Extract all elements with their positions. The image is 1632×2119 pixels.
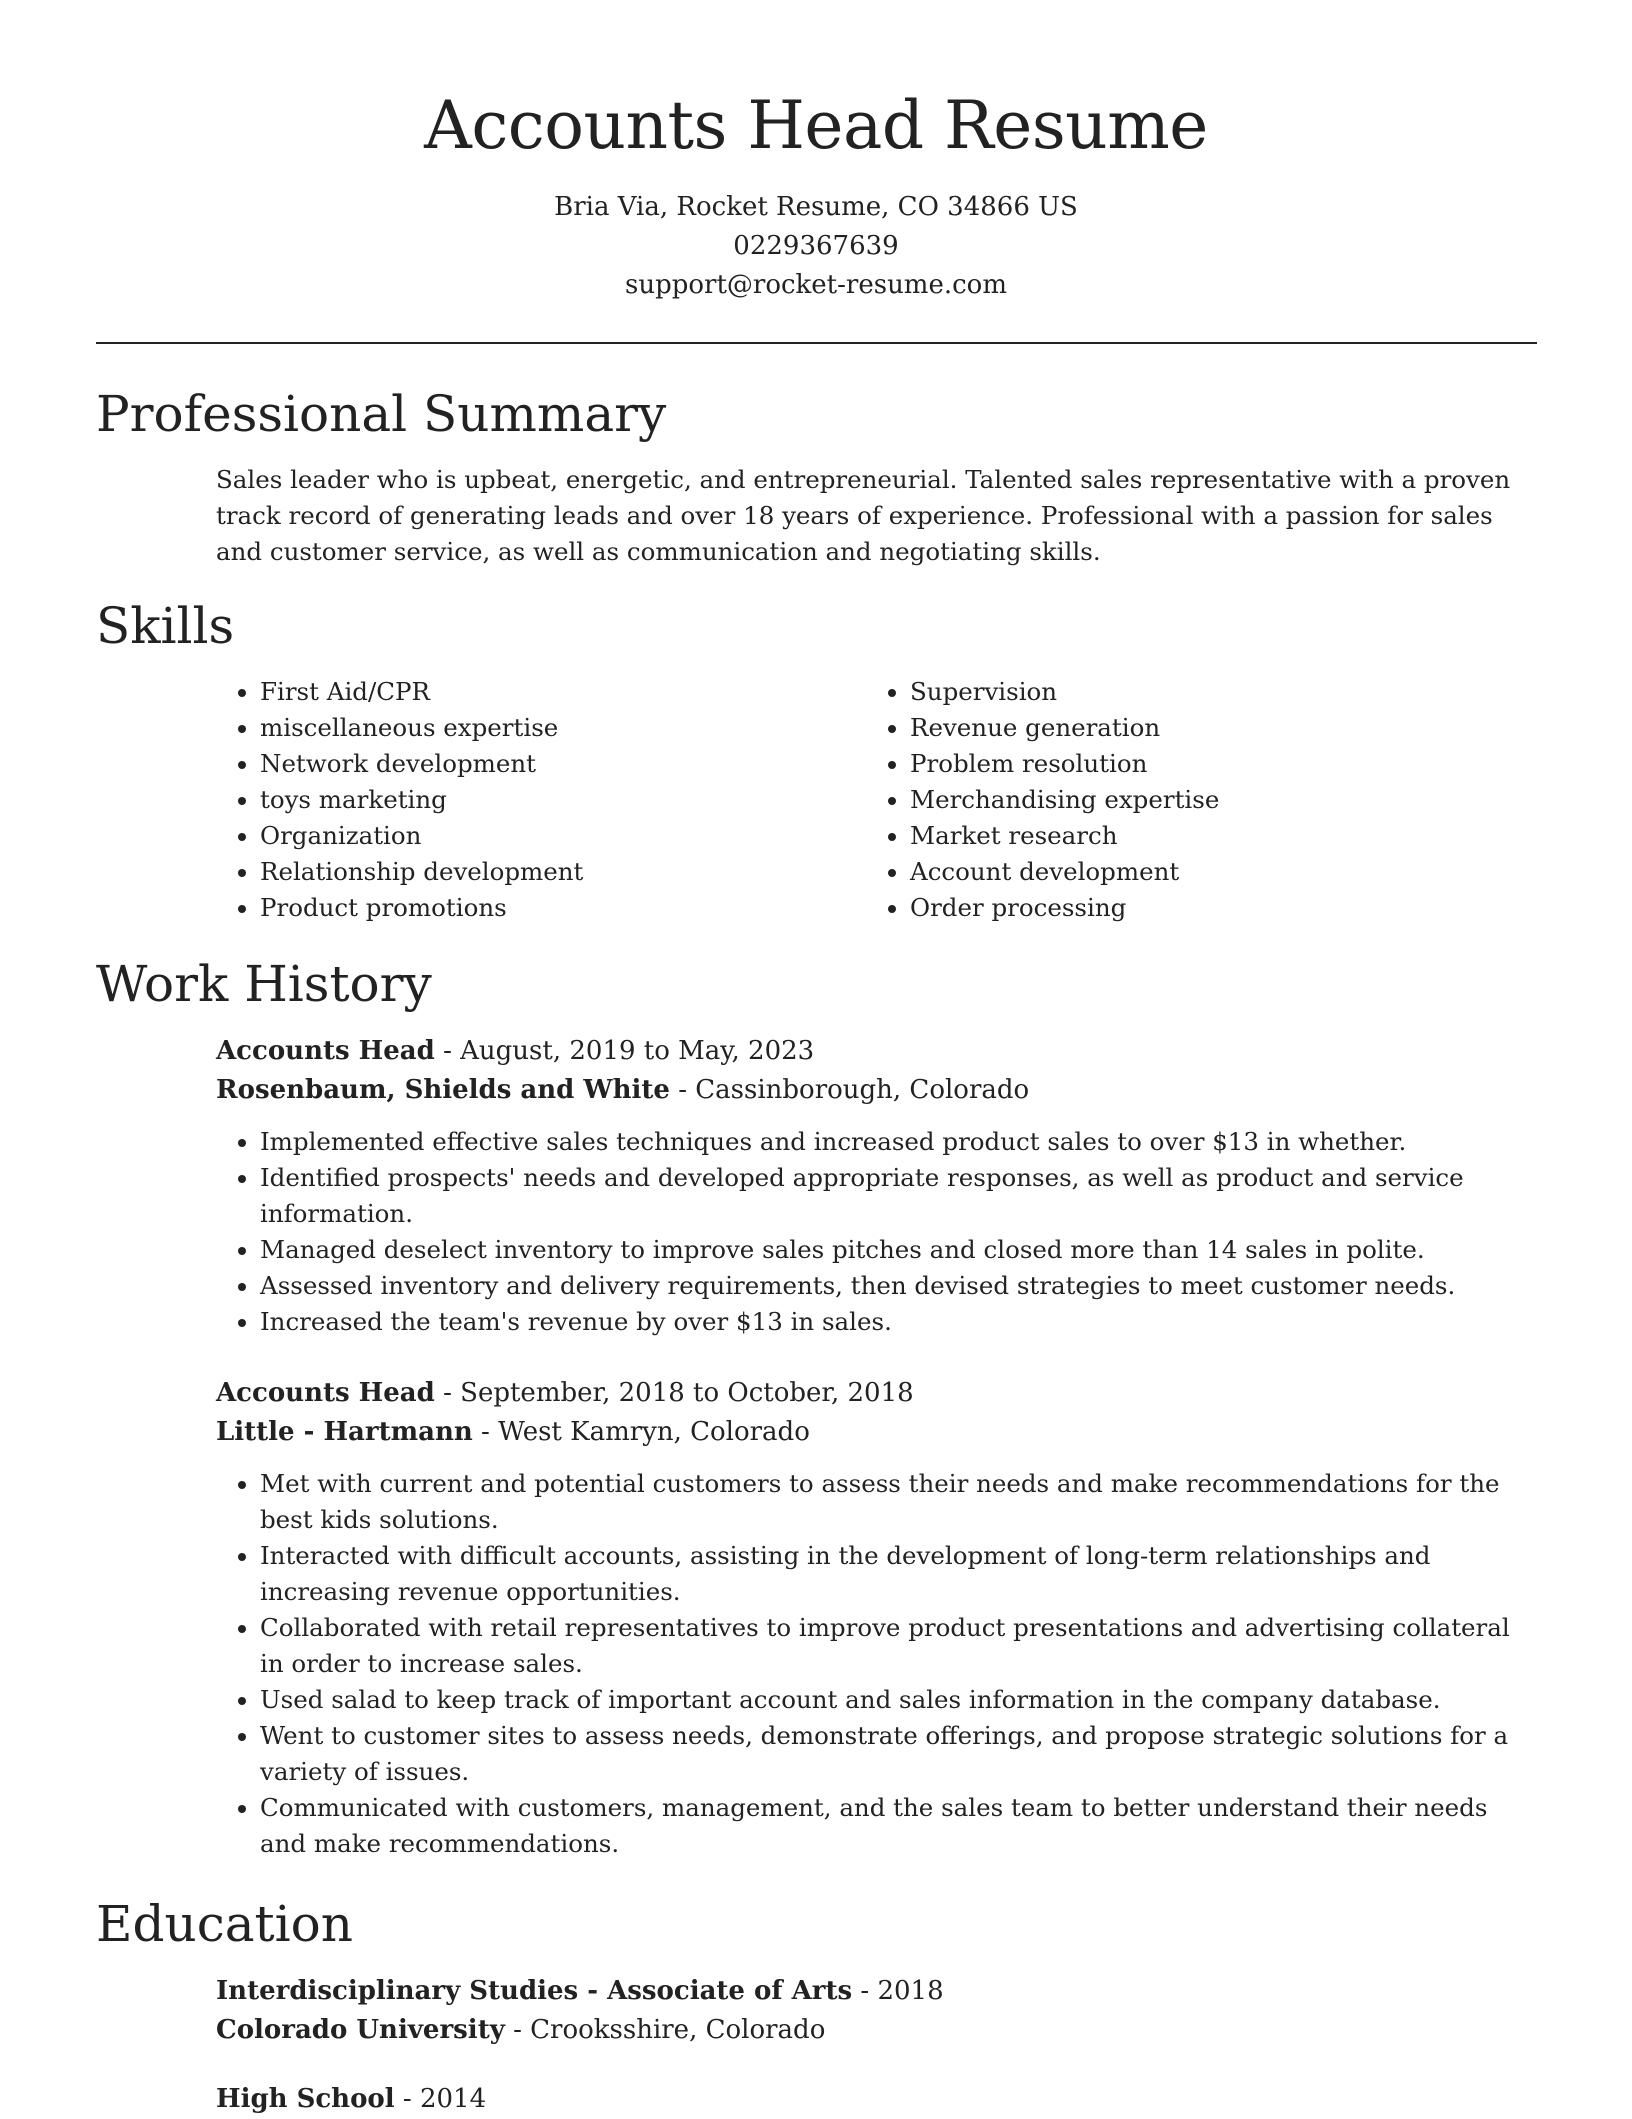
job-bullet: • Met with current and potential customers to assess their needs and make recommendations for the best kids solutions. — [260, 1466, 1536, 1538]
contact-email: support@rocket-resume.com — [624, 270, 1007, 300]
skills-list-right — [866, 674, 1506, 926]
job-bullet: • Collaborated with retail representatives to improve product presentations and advertising collateral in order to increase sales. — [260, 1610, 1536, 1682]
job-title-line — [216, 1032, 1536, 1071]
education-degree: Interdisciplinary Studies - Associate of Arts — [216, 1976, 853, 2006]
summary-heading: Professional Summary — [96, 385, 667, 443]
job-bullet: • Interacted with difficult accounts, assisting in the development of long-term relationships and increasing revenue opportunities. — [260, 1538, 1536, 1610]
job-bullets — [216, 1124, 1536, 1340]
skills-column-left — [216, 674, 856, 926]
education-entry — [216, 2080, 1536, 2119]
education-degree-line — [216, 2080, 1536, 2119]
education-entry — [216, 1972, 1536, 2050]
skill-item: • Problem resolution — [910, 746, 1506, 782]
job-entry — [216, 1032, 1536, 1340]
skill-item: • Network development — [260, 746, 856, 782]
header-divider — [96, 342, 1537, 344]
skill-item: • First Aid/CPR — [260, 674, 856, 710]
skills-list-left — [216, 674, 856, 926]
skill-item: • Market research — [910, 818, 1506, 854]
job-title: Accounts Head — [216, 1036, 435, 1066]
page-title: Accounts Head Resume — [424, 87, 1208, 164]
job-company: Rosenbaum, Shields and White — [216, 1075, 670, 1105]
resume-header — [0, 0, 1632, 305]
job-bullet: • Communicated with customers, management, and the sales team to better understand their needs and make recommendations. — [260, 1790, 1536, 1862]
skill-item: • Relationship development — [260, 854, 856, 890]
job-bullet: • Increased the team's revenue by over $13 in sales. — [260, 1304, 1536, 1340]
skill-item: • Organization — [260, 818, 856, 854]
skill-item: • Account development — [910, 854, 1506, 890]
education-heading: Education — [96, 1895, 353, 1953]
skill-item: • Product promotions — [260, 890, 856, 926]
summary-text: Sales leader who is upbeat, energetic, and entrepreneurial. Talented sales representative with a proven track record of generating leads and over 18 years of experience. Professional with a passion for sales and customer service, as well as communication and negotiating skills. — [216, 465, 1511, 566]
job-bullet: • Used salad to keep track of important account and sales information in the company database. — [260, 1682, 1536, 1718]
skill-item: • Supervision — [910, 674, 1506, 710]
skill-item: • miscellaneous expertise — [260, 710, 856, 746]
job-bullet: • Managed deselect inventory to improve sales pitches and closed more than 14 sales in polite. — [260, 1232, 1536, 1268]
job-bullet: • Went to customer sites to assess needs, demonstrate offerings, and propose strategic solutions for a variety of issues. — [260, 1718, 1536, 1790]
skill-item: • Order processing — [910, 890, 1506, 926]
job-title: Accounts Head — [216, 1378, 435, 1408]
job-bullet: • Implemented effective sales techniques and increased product sales to over $13 in whether. — [260, 1124, 1536, 1160]
job-company-line — [216, 1071, 1536, 1110]
skill-item: • Merchandising expertise — [910, 782, 1506, 818]
job-location: - Cassinborough, Colorado — [669, 1075, 1030, 1105]
job-bullet: • Assessed inventory and delivery requirements, then devised strategies to meet customer needs. — [260, 1268, 1536, 1304]
skill-item: • toys marketing — [260, 782, 856, 818]
work-history-heading: Work History — [96, 955, 432, 1013]
skills-heading: Skills — [96, 597, 235, 655]
job-entry — [216, 1374, 1536, 1862]
contact-block — [0, 188, 1632, 305]
job-location: - West Kamryn, Colorado — [472, 1417, 810, 1447]
contact-phone: 0229367639 — [733, 231, 899, 261]
education-degree-line — [216, 1972, 1536, 2011]
education-year: - 2014 — [394, 2084, 487, 2114]
education-year: - 2018 — [852, 1976, 944, 2006]
job-dates: - September, 2018 to October, 2018 — [434, 1378, 914, 1408]
job-bullet: • Identified prospects' needs and developed appropriate responses, as well as product and service information. — [260, 1160, 1536, 1232]
job-title-line — [216, 1374, 1536, 1413]
job-company: Little - Hartmann — [216, 1417, 473, 1447]
education-location: - Crooksshire, Colorado — [504, 2015, 826, 2045]
education-school-line — [216, 2011, 1536, 2050]
job-bullets — [216, 1466, 1536, 1862]
job-company-line — [216, 1413, 1536, 1452]
skills-column-right — [866, 674, 1506, 926]
education-school: Colorado University — [216, 2015, 505, 2045]
contact-address: Bria Via, Rocket Resume, CO 34866 US — [554, 192, 1078, 222]
job-dates: - August, 2019 to May, 2023 — [434, 1036, 815, 1066]
skill-item: • Revenue generation — [910, 710, 1506, 746]
education-degree: High School — [216, 2084, 395, 2114]
